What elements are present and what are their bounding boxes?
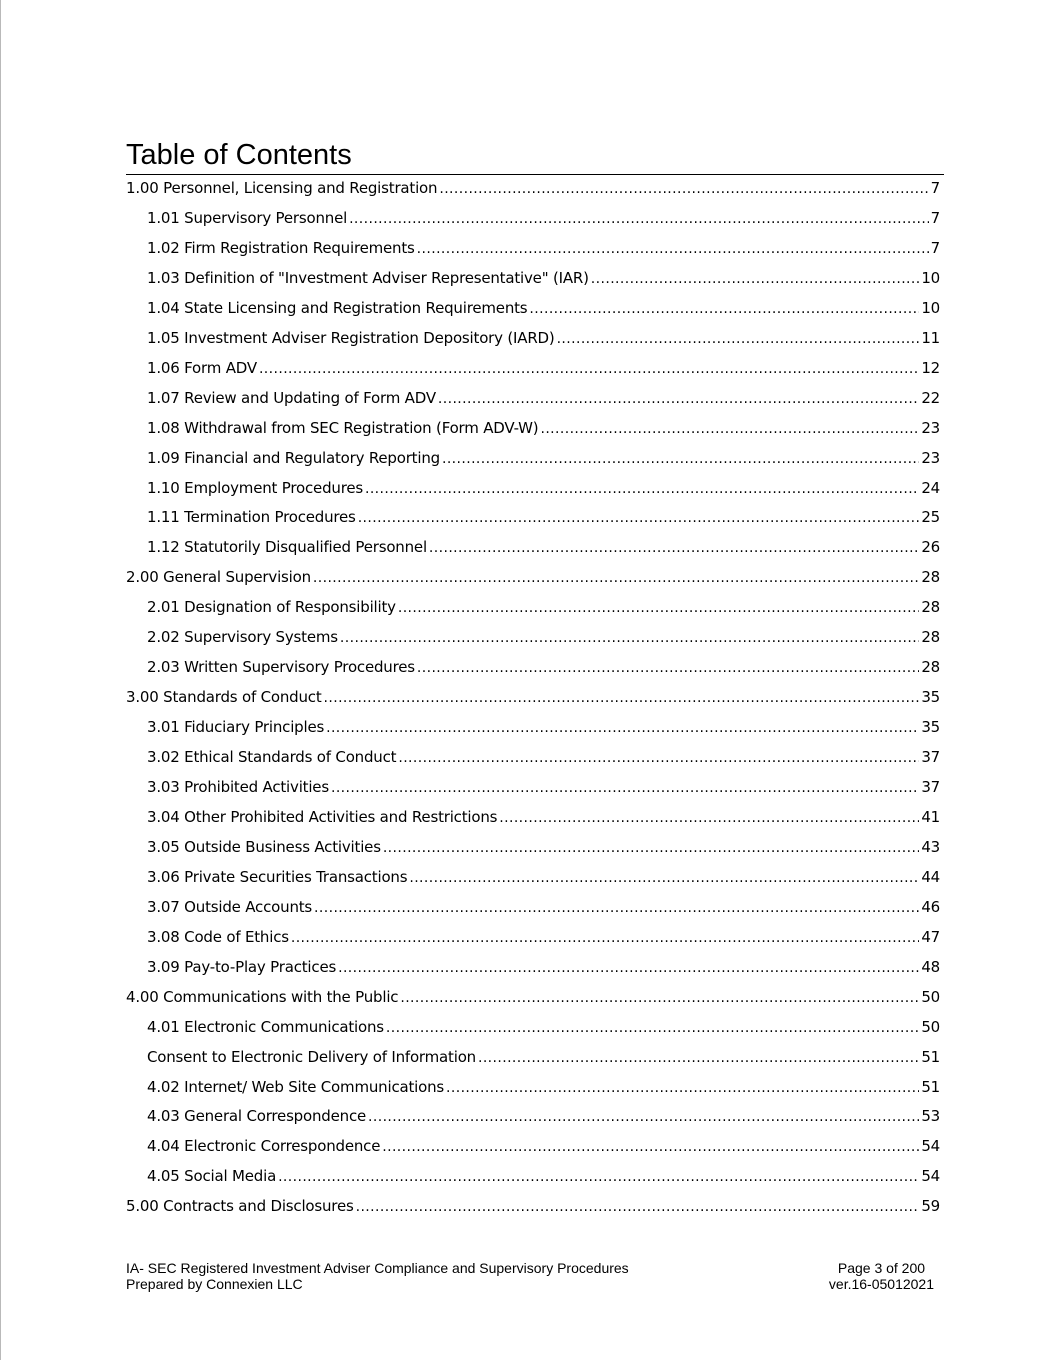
toc-entry-label: 4.04 Electronic Correspondence (147, 1137, 381, 1156)
toc-entry-page: 37 (921, 748, 940, 767)
toc-entry-label: 4.01 Electronic Communications (147, 1017, 384, 1036)
toc-dot-leader (331, 772, 919, 802)
toc-dot-leader (291, 922, 919, 952)
toc-entry-label: 1.03 Definition of "Investment Adviser Representative" (IAR) (147, 268, 589, 287)
toc-entry-page: 7 (930, 179, 940, 197)
toc-dot-leader (417, 652, 919, 682)
footer-right (829, 1260, 934, 1292)
toc-entry-label: 3.03 Prohibited Activities (147, 778, 329, 796)
toc-dot-leader (278, 1161, 919, 1191)
toc-entry-page: 28 (921, 628, 940, 647)
toc-dot-leader (382, 1131, 919, 1161)
toc-entry-label: 1.00 Personnel, Licensing and Registration (126, 179, 438, 197)
toc-entry[interactable] (147, 952, 940, 982)
toc-entry[interactable] (147, 772, 940, 802)
toc-entry-label: 3.00 Standards of Conduct (126, 688, 322, 707)
toc-dot-leader (529, 293, 919, 323)
toc-dot-leader (398, 742, 919, 772)
toc-entry-page: 44 (921, 867, 940, 886)
page-footer (126, 1260, 934, 1292)
toc-entry[interactable] (147, 1161, 940, 1191)
toc-dot-leader (314, 892, 919, 922)
toc-dot-leader (591, 263, 920, 293)
toc-entry[interactable] (147, 473, 940, 503)
toc-entry-label: 1.01 Supervisory Personnel (147, 208, 348, 227)
toc-entry-label: 4.02 Internet/ Web Site Communications (147, 1077, 445, 1096)
toc-entry[interactable] (147, 1131, 940, 1161)
toc-dot-leader (386, 1012, 919, 1042)
toc-dot-leader (324, 682, 920, 712)
toc-entry[interactable] (147, 502, 940, 532)
toc-entry-page: 53 (921, 1107, 940, 1126)
toc-entry-label: 4.03 General Correspondence (147, 1107, 367, 1126)
toc-entry-page: 41 (921, 807, 940, 826)
toc-dot-leader (356, 1191, 920, 1221)
toc-entry-label: 1.06 Form ADV (147, 358, 257, 377)
toc-entry-label: 2.03 Written Supervisory Procedures (147, 658, 415, 677)
footer-page-number: Page 3 of 200 (837, 1260, 926, 1276)
toc-entry[interactable] (147, 353, 940, 383)
toc-entry[interactable] (147, 203, 940, 233)
toc-entry-page: 24 (921, 478, 940, 497)
footer-version: ver.16-05012021 (828, 1276, 934, 1292)
toc-entry[interactable] (147, 233, 940, 263)
toc-dot-leader (438, 383, 919, 413)
toc-entry-label: 4.00 Communications with the Public (126, 987, 399, 1006)
toc-dot-leader (400, 982, 919, 1012)
toc-entry-page: 35 (921, 718, 940, 737)
toc-entry-page: 50 (921, 1017, 940, 1036)
toc-entry-label: 1.04 State Licensing and Registration Requirements (147, 298, 528, 317)
toc-entry-page: 23 (921, 418, 940, 437)
toc-entry-page: 54 (921, 1167, 940, 1186)
toc-dot-leader (358, 502, 920, 532)
toc-entry[interactable] (147, 1012, 940, 1042)
toc-dot-leader (417, 233, 929, 263)
toc-entry-page: 51 (921, 1047, 940, 1066)
toc-entry-page: 28 (921, 598, 940, 617)
toc-entry[interactable] (147, 862, 940, 892)
toc-dot-leader (259, 353, 919, 383)
toc-entry-label: 3.07 Outside Accounts (147, 897, 313, 916)
toc-entry-label: 1.11 Termination Procedures (147, 508, 356, 527)
toc-dot-leader (540, 413, 919, 443)
toc-entry-label: 1.10 Employment Procedures (147, 478, 363, 497)
toc-entry[interactable] (147, 742, 940, 772)
toc-entry[interactable] (147, 413, 940, 443)
toc-entry-page: 54 (921, 1137, 940, 1156)
toc-dot-leader (446, 1072, 919, 1102)
toc-entry-page: 11 (921, 328, 940, 347)
toc-entry-label: 1.09 Financial and Regulatory Reporting (147, 448, 440, 467)
toc-entry-page: 37 (921, 778, 940, 796)
toc-dot-leader (368, 1101, 919, 1131)
toc-dot-leader (326, 712, 919, 742)
toc-entry[interactable] (147, 832, 940, 862)
toc-entry[interactable] (147, 592, 940, 622)
toc-entry[interactable] (147, 1072, 940, 1102)
page-left-border (0, 0, 1, 1360)
toc-entry-label: 3.01 Fiduciary Principles (147, 718, 325, 737)
toc-entry-page: 59 (921, 1197, 940, 1216)
toc-entry[interactable] (147, 1042, 940, 1072)
toc-entry-label: 1.05 Investment Adviser Registration Depository (IARD) (147, 328, 555, 347)
toc-entry-page: 28 (921, 658, 940, 677)
toc-entry-page: 48 (921, 957, 940, 976)
toc-dot-leader (349, 203, 929, 233)
toc-dot-leader (429, 532, 919, 562)
toc-entry-page: 23 (921, 448, 940, 467)
toc-entry-page: 22 (921, 388, 940, 407)
toc-entry[interactable] (126, 562, 940, 592)
toc-dot-leader (383, 832, 920, 862)
toc-entry[interactable] (147, 622, 940, 652)
toc-entry-page: 12 (921, 358, 940, 377)
toc-entry-label: 3.09 Pay-to-Play Practices (147, 957, 337, 976)
toc-entry-page: 28 (921, 568, 940, 587)
toc-entry[interactable] (147, 922, 940, 952)
toc-entry[interactable] (147, 892, 940, 922)
toc-entry[interactable] (147, 1101, 940, 1131)
footer-document-title: IA- SEC Registered Investment Adviser Compliance and Supervisory Procedures (126, 1260, 629, 1276)
toc-entry-label: 2.02 Supervisory Systems (147, 628, 338, 647)
toc-entry-page: 26 (921, 538, 940, 557)
toc-entry[interactable] (147, 443, 940, 473)
toc-dot-leader (442, 443, 919, 473)
toc-entry-page: 46 (921, 897, 940, 916)
toc-entry-page: 47 (921, 927, 940, 946)
toc-dot-leader (365, 473, 919, 503)
toc-entry-page: 43 (921, 837, 940, 856)
toc-dot-leader (338, 952, 919, 982)
toc-entry-label: 3.04 Other Prohibited Activities and Restrictions (147, 807, 498, 826)
toc-dot-leader (340, 622, 919, 652)
toc-dot-leader (398, 592, 919, 622)
footer-prepared-by: Prepared by Connexien LLC (126, 1276, 303, 1292)
toc-entry[interactable] (147, 712, 940, 742)
toc-entry-page: 7 (930, 238, 940, 257)
toc-dot-leader (409, 862, 919, 892)
toc-entry-label: 1.07 Review and Updating of Form ADV (147, 388, 436, 407)
toc-entry[interactable] (147, 532, 940, 562)
toc-entry[interactable] (126, 982, 940, 1012)
toc-entry[interactable] (126, 682, 940, 712)
toc-entry-page: 10 (921, 268, 940, 287)
toc-entry-label: 1.02 Firm Registration Requirements (147, 238, 415, 257)
toc-entry[interactable] (147, 802, 940, 832)
toc-entry-label: Consent to Electronic Delivery of Information (147, 1047, 476, 1066)
toc-dot-leader (557, 323, 920, 353)
toc-entry-label: 3.06 Private Securities Transactions (147, 867, 408, 886)
toc-entry-page: 10 (921, 298, 940, 317)
toc-entry[interactable] (126, 173, 940, 203)
toc-entry[interactable] (147, 383, 940, 413)
toc-entry-label: 3.08 Code of Ethics (147, 927, 289, 946)
toc-entry-page: 50 (921, 987, 940, 1006)
page-title: Table of Contents (126, 136, 944, 175)
toc-entry-label: 1.08 Withdrawal from SEC Registration (Form ADV-W) (147, 418, 539, 437)
toc-dot-leader (499, 802, 919, 832)
toc-dot-leader (313, 562, 919, 592)
toc-entry-label: 1.12 Statutorily Disqualified Personnel (147, 538, 427, 557)
toc-entry-label: 5.00 Contracts and Disclosures (126, 1197, 354, 1216)
toc-entry-label: 4.05 Social Media (147, 1167, 277, 1186)
toc-entry-label: 2.01 Designation of Responsibility (147, 598, 396, 617)
toc-entry-label: 2.00 General Supervision (126, 568, 311, 587)
toc-entry[interactable] (147, 323, 940, 353)
toc-entry-page: 51 (921, 1077, 940, 1096)
toc-entry[interactable] (147, 263, 940, 293)
toc-dot-leader (478, 1042, 919, 1072)
toc-entry-page: 35 (921, 688, 940, 707)
toc-entry[interactable] (147, 293, 940, 323)
toc-entry[interactable] (126, 1191, 940, 1221)
footer-left (126, 1260, 629, 1292)
toc-entry-label: 3.05 Outside Business Activities (147, 837, 381, 856)
toc-entry-label: 3.02 Ethical Standards of Conduct (147, 748, 397, 767)
toc-entry[interactable] (147, 652, 940, 682)
toc-entry-page: 25 (921, 508, 940, 527)
toc-dot-leader (439, 173, 928, 203)
toc-entry-page: 7 (930, 208, 940, 227)
